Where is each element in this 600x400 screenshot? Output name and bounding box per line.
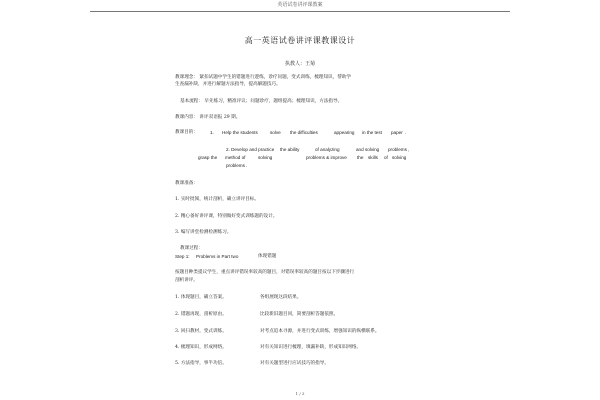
page-number: 1 / 3 xyxy=(295,391,305,396)
goal1-word: the difficulties xyxy=(290,130,318,135)
goal2-line2: solving xyxy=(258,155,273,160)
goal2-line1: of analyzing xyxy=(315,147,340,152)
goal2-line2: method of xyxy=(225,155,246,160)
step-item-left: 2. 错题再现，剖析原由。 xyxy=(175,312,227,317)
step-item-right: 对考点追本寻源，并进行变式训练，增强知识的纵横联系。 xyxy=(260,329,380,334)
goal2-line2: grasp the xyxy=(198,155,218,160)
goal2-line2: solving xyxy=(392,155,407,160)
basic-flow: 基本流程： 早先练习，精准评议；问题诊疗，题组提高；梳理知识，方法指导。 xyxy=(180,99,343,104)
goal1-word: appearing xyxy=(334,130,355,135)
goal2-line1: the ability xyxy=(280,147,300,152)
step-item-left: 4. 梳理知识，形成网络。 xyxy=(175,345,227,350)
concept-line-1: 教课理念： 紧扣试题中学生的错题进行逻练，诊疗问题，变式训练，梳理知识，帮助学 xyxy=(175,75,352,80)
step-item-right: 各组展现这段结果。 xyxy=(260,295,302,300)
goal1-num: 1. xyxy=(210,130,214,135)
step1-cn: 体现错题 xyxy=(258,254,277,259)
goal2-line1: , xyxy=(408,147,410,152)
goal2-line2: the xyxy=(357,155,364,160)
page-title: 高一英语试卷讲评课教课设计 xyxy=(244,36,356,45)
step-item-right: 对有关题型进行应试技巧的指导。 xyxy=(260,361,329,366)
step-item-left: 1. 体现题目，确立答案。 xyxy=(175,295,227,300)
goal1-word: in the test xyxy=(362,130,382,135)
step1-desc-2: 剖析讲评。 xyxy=(175,278,198,283)
goal1-word: solve xyxy=(270,130,281,135)
goal1-word: Help the students xyxy=(222,130,258,135)
goal1-word: . xyxy=(405,130,407,135)
prep-item: 2. 精心备好讲评课，特别做好变式训练题的设计。 xyxy=(175,214,278,219)
goal2-line2: of xyxy=(384,155,388,160)
process-title: 教课过程： xyxy=(180,246,203,251)
step1-label: Step 1: xyxy=(175,254,190,259)
goal1-word: paper xyxy=(391,130,403,135)
step-item-left: 3. 回扫教材，变式训练。 xyxy=(175,329,227,334)
header-rule xyxy=(90,11,510,12)
goal2-line1: and solving xyxy=(356,147,380,152)
goal2-line3: problems . xyxy=(226,163,248,168)
teacher-name: 执教人：王菊 xyxy=(284,61,315,67)
step1-desc-1: 按题目种类提议学生，重点讲评错误率较高的题目，对错误率较高的题目按以下步骤进行 xyxy=(175,270,355,275)
goal2-line2: skills xyxy=(368,155,378,160)
page-header: 英语试卷讲评课教案 xyxy=(277,2,323,8)
goal2-line2: problems & improve xyxy=(306,155,347,160)
concept-line-2: 生查漏补缺，并进行解题方法指导，提高解题技巧。 xyxy=(175,82,281,87)
step1-name: Problems in Part two xyxy=(196,254,239,259)
prep-title: 教课准备： xyxy=(175,181,198,186)
prep-item: 3. 编写讲堂检测检测练习。 xyxy=(175,230,232,235)
step-item-right: 对有关知识进行梳理，填漏补缺，形成知识网络。 xyxy=(260,345,362,350)
step-item-right: 比较新旧题目同，简要剖析答题依照。 xyxy=(260,312,339,317)
goal2-line1: problems xyxy=(388,147,407,152)
step-item-left: 5. 方法指导，事半功倍。 xyxy=(175,361,227,366)
prep-item: 1. 实时批阅，统计剖析，确立讲评目标。 xyxy=(175,197,259,202)
goal-label: 教课目的： xyxy=(175,130,198,135)
teaching-content: 教课内容： 讲评双语报 29 期。 xyxy=(175,115,241,120)
goal2-line1: 2. Develop and practice xyxy=(226,147,275,152)
